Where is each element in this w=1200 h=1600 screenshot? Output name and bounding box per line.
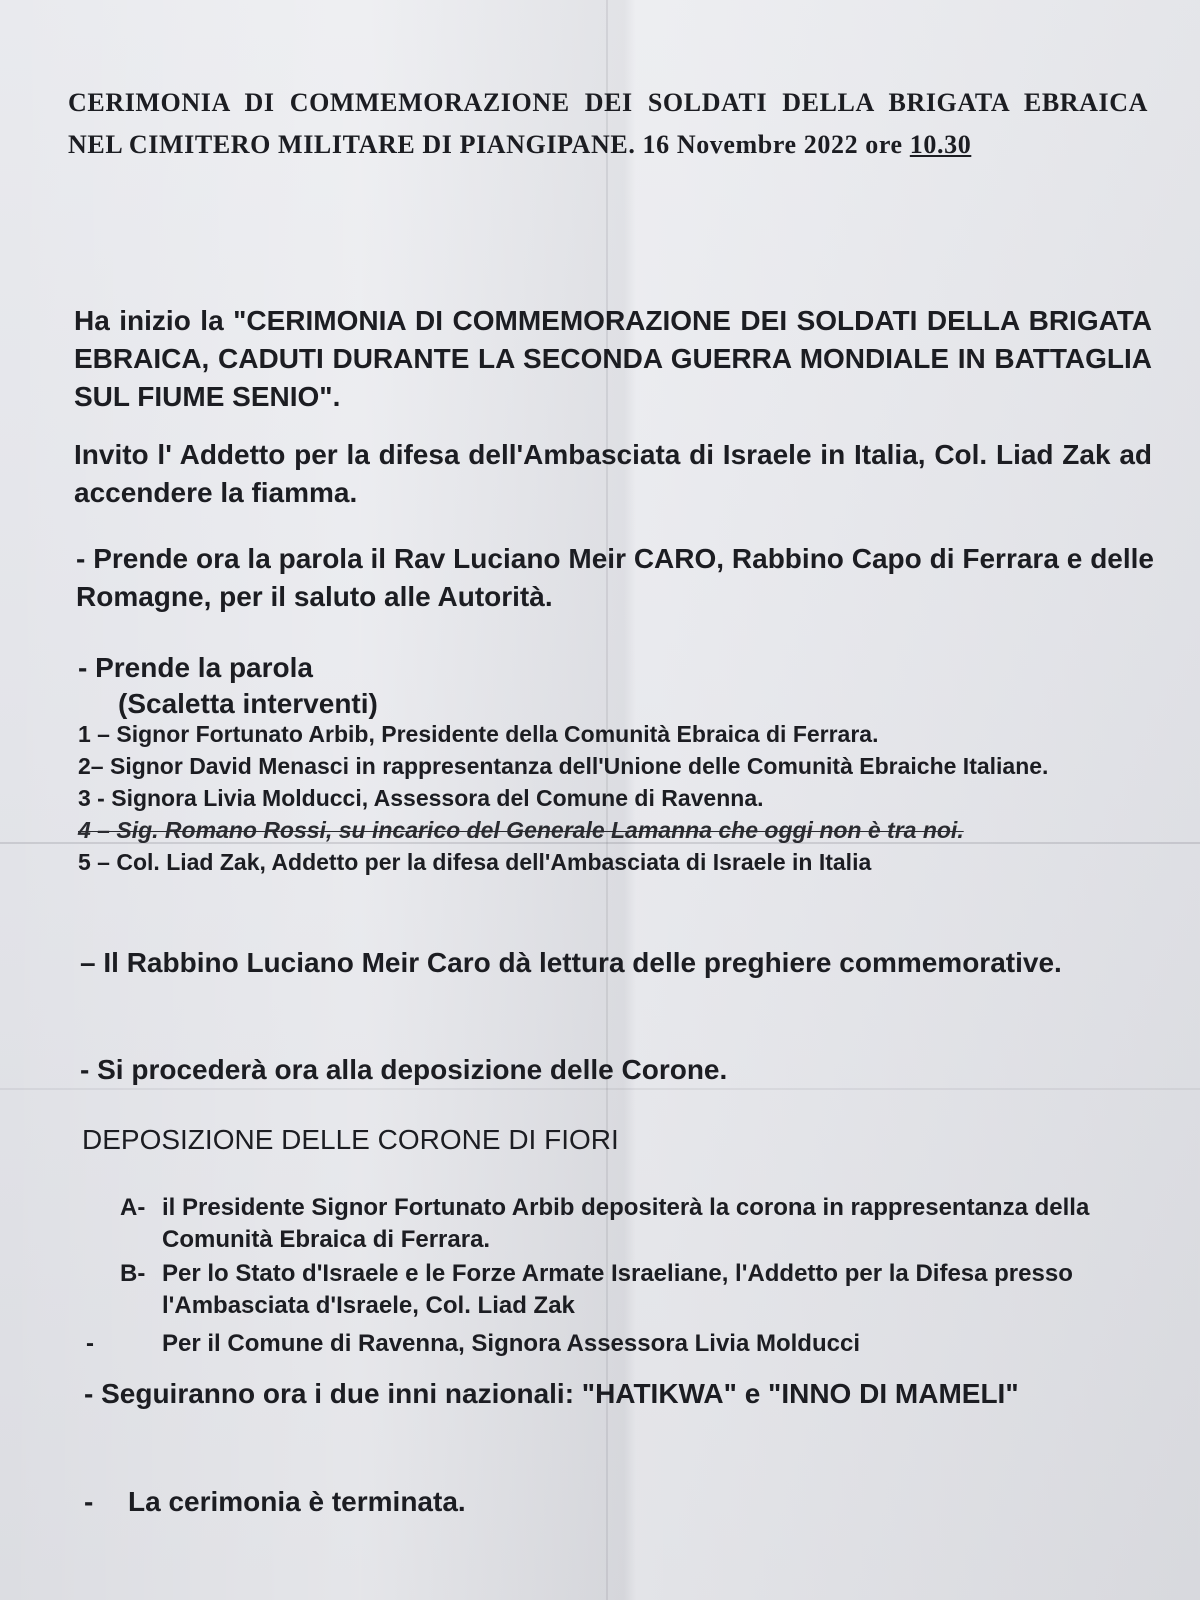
rav-paragraph: - Prende ora la parola il Rav Luciano Meir CARO, Rabbino Capo di Ferrara e delle Romagne, per il saluto alle Autorità.	[76, 543, 1154, 612]
list-item: 5 – Col. Liad Zak, Addetto per la difesa dell'Ambasciata di Israele in Italia	[78, 849, 872, 875]
header-time: 10.30	[909, 130, 972, 159]
item-text: il Presidente Signor Fortunato Arbib depositerà la corona in rappresentanza della Comunità Ebraica di Ferrara.	[162, 1194, 1090, 1253]
item-marker: B-	[120, 1260, 146, 1287]
item-text: Per il Comune di Ravenna, Signora Assessora Livia Molducci	[162, 1330, 860, 1357]
list-item: 1 – Signor Fortunato Arbib, Presidente della Comunità Ebraica di Ferrara.	[78, 721, 879, 747]
speakers-list	[78, 718, 1158, 878]
document-header	[68, 82, 1148, 166]
parola-subtitle: (Scaletta interventi)	[118, 688, 378, 719]
item-text: Per lo Stato d'Israele e le Forze Armate Israeliane, l'Addetto per la Difesa presso l'Ambasciata d'Israele, Col. Liad Zak	[162, 1260, 1073, 1319]
fine-paragraph	[84, 1482, 1162, 1522]
item-text: La cerimonia è terminata.	[128, 1486, 466, 1517]
invito-paragraph: Invito l' Addetto per la difesa dell'Ambasciata di Israele in Italia, Col. Liad Zak ad accendere la fiamma.	[74, 439, 1152, 508]
item-marker: A-	[120, 1194, 146, 1221]
item-marker: -	[86, 1330, 94, 1357]
inni-paragraph: - Seguiranno ora i due inni nazionali: "HATIKWA" e "INNO DI MAMELI"	[84, 1378, 1019, 1409]
list-item: 2– Signor David Menasci in rappresentanza dell'Unione delle Comunità Ebraiche Italiane.	[78, 753, 1049, 779]
parola-title: - Prende la parola	[78, 652, 313, 683]
list-item: 4 – Sig. Romano Rossi, su incarico del Generale Lamanna che oggi non è tra noi.	[78, 817, 964, 843]
header-title: CERIMONIA DI COMMEMORAZIONE DEI SOLDATI DELLA BRIGATA EBRAICA NEL CIMITERO MILITARE DI PIANGIPANE. 16 Novembre 2022 ore	[68, 88, 1148, 159]
list-item: 3 - Signora Livia Molducci, Assessora del Comune di Ravenna.	[78, 785, 764, 811]
intro-paragraph: Ha inizio la "CERIMONIA DI COMMEMORAZIONE DEI SOLDATI DELLA BRIGATA EBRAICA, CADUTI DURANTE LA SECONDA GUERRA MONDIALE IN BATTAGLIA SUL FIUME SENIO".	[74, 305, 1152, 412]
list-item	[120, 1258, 1120, 1322]
list-item	[120, 1192, 1120, 1256]
procedera-paragraph: - Si procederà ora alla deposizione delle Corone.	[80, 1054, 728, 1085]
list-item	[86, 1328, 1120, 1360]
deposizione-title: DEPOSIZIONE DELLE CORONE DI FIORI	[82, 1124, 619, 1155]
parola-section	[78, 650, 1156, 722]
rabbino-paragraph: – Il Rabbino Luciano Meir Caro dà lettura delle preghiere commemorative.	[80, 947, 1062, 978]
corone-list	[86, 1192, 1120, 1360]
item-marker: -	[84, 1486, 94, 1517]
